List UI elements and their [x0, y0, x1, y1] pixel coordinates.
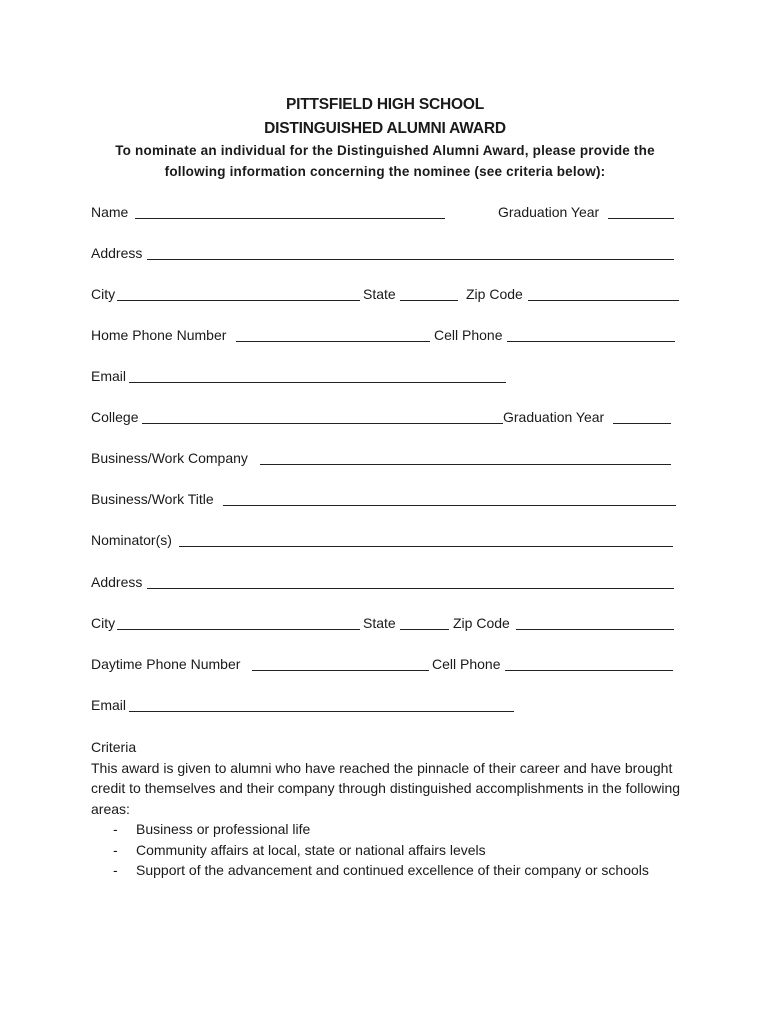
college-graduation-year-label: Graduation Year	[503, 409, 605, 425]
city-field[interactable]	[117, 300, 360, 301]
criteria-item	[91, 819, 691, 840]
criteria-item-text: Support of the advancement and continued excellence of their company or schools	[136, 862, 649, 878]
zip-code-field[interactable]	[528, 300, 679, 301]
college-graduation-year-field[interactable]	[613, 423, 671, 424]
criteria-item-text: Community affairs at local, state or national affairs levels	[136, 841, 486, 858]
home-phone-label: Home Phone Number	[91, 327, 227, 343]
state-field[interactable]	[400, 300, 458, 301]
criteria-body: This award is given to alumni who have reached the pinnacle of their career and have brought credit to themselves and their company through distinguished accomplishments in the following areas:	[91, 759, 681, 817]
company-label: Business/Work Company	[91, 450, 248, 466]
criteria-heading: Criteria	[91, 739, 137, 755]
nominator-address-field[interactable]	[147, 588, 674, 589]
intro-line-1: To nominate an individual for the Distinguished Alumni Award, please provide the	[115, 143, 655, 158]
daytime-phone-field[interactable]	[252, 670, 429, 671]
nominator-email-field[interactable]	[129, 711, 514, 712]
criteria-section	[91, 737, 691, 881]
name-label: Name	[91, 204, 129, 220]
criteria-item	[91, 860, 691, 881]
email-field[interactable]	[129, 382, 506, 383]
award-title: DISTINGUISHED ALUMNI AWARD	[264, 120, 506, 137]
work-title-field[interactable]	[223, 505, 676, 506]
address-label: Address	[91, 245, 143, 261]
nominators-label: Nominator(s)	[91, 532, 172, 548]
nominator-cell-phone-label: Cell Phone	[432, 656, 501, 672]
nominator-state-field[interactable]	[400, 629, 449, 630]
college-label: College	[91, 409, 139, 425]
nominator-address-label: Address	[91, 574, 143, 590]
cell-phone-field[interactable]	[507, 341, 675, 342]
bullet-dash: -	[113, 862, 118, 878]
company-field[interactable]	[260, 464, 671, 465]
nominator-email-label: Email	[91, 697, 127, 713]
school-title: PITTSFIELD HIGH SCHOOL	[286, 96, 484, 113]
nominator-zip-code-label: Zip Code	[453, 615, 510, 631]
bullet-dash: -	[113, 841, 118, 858]
intro-line-2: following information concerning the nominee (see criteria below):	[164, 164, 606, 179]
state-label: State	[363, 286, 396, 302]
criteria-item	[91, 840, 691, 861]
nominator-city-field[interactable]	[117, 629, 360, 630]
bullet-dash: -	[113, 821, 118, 837]
college-field[interactable]	[142, 423, 503, 424]
name-field[interactable]	[135, 218, 445, 219]
daytime-phone-label: Daytime Phone Number	[91, 656, 241, 672]
cell-phone-label: Cell Phone	[434, 327, 503, 343]
graduation-year-field[interactable]	[608, 218, 674, 219]
home-phone-field[interactable]	[236, 341, 430, 342]
nominator-cell-phone-field[interactable]	[505, 670, 673, 671]
email-label: Email	[91, 368, 127, 384]
city-label: City	[91, 286, 116, 302]
nominator-city-label: City	[91, 615, 116, 631]
criteria-item-text: Business or professional life	[136, 821, 311, 837]
nominators-field[interactable]	[179, 546, 673, 547]
criteria-list	[91, 819, 691, 881]
zip-code-label: Zip Code	[466, 286, 523, 302]
work-title-label: Business/Work Title	[91, 491, 214, 507]
nominator-zip-code-field[interactable]	[516, 629, 674, 630]
graduation-year-label: Graduation Year	[498, 204, 600, 220]
nominator-state-label: State	[363, 615, 396, 631]
address-field[interactable]	[147, 259, 674, 260]
